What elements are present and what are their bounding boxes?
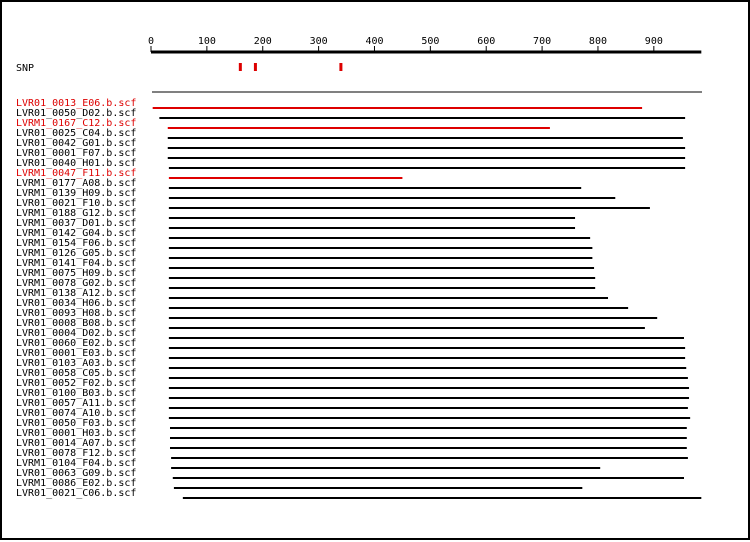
axis-tick-label: 700 (533, 36, 552, 47)
read-alignment-chart (2, 2, 750, 542)
read-name-label: LVR01_0052_F02.b.scf (16, 378, 137, 389)
read-name-label: LVR01_0060_E02.b.scf (16, 338, 137, 349)
read-name-label: LVRM1_0104_F04.b.scf (16, 458, 137, 469)
read-name-label: LVR01_0001_E03.b.scf (16, 348, 137, 359)
read-name-label: LVR01_0042_G01.b.scf (16, 138, 137, 149)
read-name-label: LVR01_0021_C06.b.scf (16, 488, 137, 499)
read-name-label: LVR01_0025_C04.b.scf (16, 128, 137, 139)
read-name-label: LVR01_0014_A07.b.scf (16, 438, 137, 449)
read-name-label: LVR01_0040_H01.b.scf (16, 158, 137, 169)
snp-marker (239, 63, 242, 71)
reads-track (16, 98, 701, 499)
read-name-label: LVRM1_0126_G05.b.scf (16, 248, 137, 259)
axis-tick-label: 900 (644, 36, 663, 47)
read-name-label: LVRM1_0078_G02.b.scf (16, 278, 137, 289)
read-name-label: LVR01_0078_F12.b.scf (16, 448, 137, 459)
read-name-label: LVRM1_0167_C12.b.scf (16, 118, 137, 129)
read-name-label: LVR01_0001_F07.b.scf (16, 148, 137, 159)
read-name-label: LVRM1_0177_A08.b.scf (16, 178, 137, 189)
read-name-label: LVR01_0008_B08.b.scf (16, 318, 137, 329)
read-name-label: LVRM1_0188_G12.b.scf (16, 208, 137, 219)
read-name-label: LVR01_0050_D02.b.scf (16, 108, 137, 119)
read-name-label: LVR01_0058_C05.b.scf (16, 368, 137, 379)
axis-tick-label: 400 (365, 36, 384, 47)
read-name-label: LVRM1_0139_H09.b.scf (16, 188, 137, 199)
read-name-label: LVRM1_0154_F06.b.scf (16, 238, 137, 249)
read-name-label: LVR01_0093_H08.b.scf (16, 308, 137, 319)
axis-tick-label: 500 (421, 36, 440, 47)
read-name-label: LVR01_0074_A10.b.scf (16, 408, 137, 419)
read-name-label: LVRM1_0037_D01.b.scf (16, 218, 137, 229)
axis-tick-label: 800 (588, 36, 607, 47)
position-axis (148, 36, 701, 52)
snp-marker (339, 63, 342, 71)
read-row (16, 488, 701, 499)
snp-marker (254, 63, 257, 71)
read-name-label: LVRM1_0086_E02.b.scf (16, 478, 137, 489)
read-name-label: LVR01_0034_H06.b.scf (16, 298, 137, 309)
axis-tick-label: 200 (253, 36, 272, 47)
snp-track (16, 63, 342, 74)
snp-label: SNP (16, 63, 35, 74)
axis-tick-label: 0 (147, 36, 155, 47)
read-name-label: LVR01_0021_F10.b.scf (16, 198, 137, 209)
axis-tick-label: 100 (197, 36, 216, 47)
read-name-label: LVRM1_0047_F11.b.scf (16, 168, 137, 179)
read-name-label: LVR01_0103_A03.b.scf (16, 358, 137, 369)
read-name-label: LVRM1_0138_A12.b.scf (16, 288, 137, 299)
read-name-label: LVRM1_0075_H09.b.scf (16, 268, 137, 279)
read-name-label: LVR01_0013_E06.b.scf (16, 98, 137, 109)
read-name-label: LVR01_0100_B03.b.scf (16, 388, 137, 399)
read-name-label: LVR01_0050_F03.b.scf (16, 418, 137, 429)
read-name-label: LVR01_0063_G09.b.scf (16, 468, 137, 479)
read-name-label: LVR01_0057_A11.b.scf (16, 398, 137, 409)
read-name-label: LVR01_0001_H03.b.scf (16, 428, 137, 439)
read-name-label: LVR01_0004_D02.b.scf (16, 328, 137, 339)
read-name-label: LVRM1_0141_F04.b.scf (16, 258, 137, 269)
axis-tick-label: 300 (309, 36, 328, 47)
axis-tick-label: 600 (477, 36, 496, 47)
read-name-label: LVRM1_0142_G04.b.scf (16, 228, 137, 239)
